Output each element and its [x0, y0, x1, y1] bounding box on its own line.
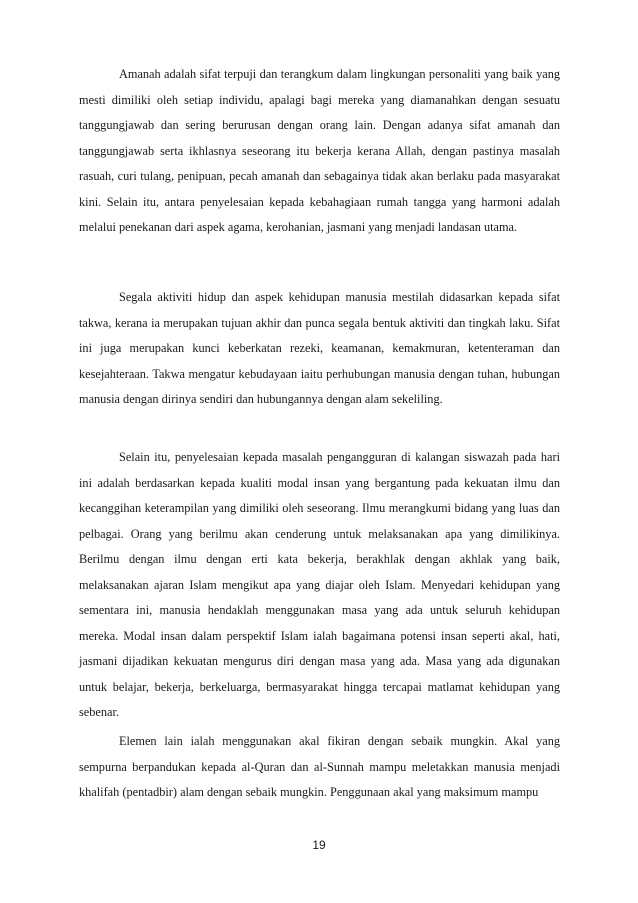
paragraph-amanah: Amanah adalah sifat terpuji dan terangkum dalam lingkungan personaliti yang baik yang mesti dimiliki oleh setiap individu, apalagi bagi mereka yang diamanahkan dengan sesuatu tanggungjawab dan sering berurusan dengan orang lain. Dengan adanya sifat amanah dan tanggungjawab serta ikhlasnya seseorang itu bekerja kerana Allah, dengan pastinya masalah rasuah, curi tulang, penipuan, pecah amanah dan sebagainya tidak akan berlaku pada masyarakat kini. Selain itu, antara penyelesaian kepada kebahagiaan rumah tangga yang harmoni adalah melalui penekanan dari aspek agama, kerohanian, jasmani yang menjadi landasan utama.: [79, 67, 560, 234]
page-number: 19: [312, 838, 326, 852]
paragraph-block-2: [79, 285, 560, 413]
paragraph-akal: Elemen lain ialah menggunakan akal fikiran dengan sebaik mungkin. Akal yang sempurna berpandukan kepada al-Quran dan al-Sunnah mampu meletakkan manusia menjadi khalifah (pentadbir) alam dengan sebaik mungkin. Penggunaan akal yang maksimum mampu: [79, 734, 560, 799]
paragraph-block-1: [79, 62, 560, 241]
paragraph-block-4: [79, 729, 560, 806]
paragraph-pengangguran: Selain itu, penyelesaian kepada masalah pengangguran di kalangan siswazah pada hari ini adalah berdasarkan kepada kualiti modal insan yang bergantung pada kekuatan ilmu dan kecanggihan keterampilan yang dimiliki oleh seseorang. Ilmu merangkumi bidang yang luas dan pelbagai. Orang yang berilmu akan cenderung untuk melaksanakan apa yang dimilikinya. Berilmu dengan ilmu dengan erti kata bekerja, berakhlak dengan akhlak yang baik, melaksanakan ajaran Islam mengikut apa yang diajar oleh Islam. Menyedari kehidupan yang sementara ini, manusia hendaklah menggunakan masa yang ada untuk seluruh kehidupan mereka. Modal insan dalam perspektif Islam ialah bagaimana potensi insan seperti akal, hati, jasmani dijadikan kekuatan mengurus diri dengan masa yang ada. Masa yang ada digunakan untuk belajar, bekerja, berkeluarga, bermasyarakat hingga tercapai matlamat kehidupan yang sebenar.: [79, 450, 560, 719]
paragraph-takwa: Segala aktiviti hidup dan aspek kehidupan manusia mestilah didasarkan kepada sifat takwa, kerana ia merupakan tujuan akhir dan punca segala bentuk aktiviti dan tingkah laku. Sifat ini juga merupakan kunci keberkatan rezeki, keamanan, kemakmuran, ketenteraman dan kesejahteraan. Takwa mengatur kebudayaan iaitu perhubungan manusia dengan tuhan, hubungan manusia dengan dirinya sendiri dan hubungannya dengan alam sekeliling.: [79, 290, 560, 406]
paragraph-block-3: [79, 445, 560, 726]
